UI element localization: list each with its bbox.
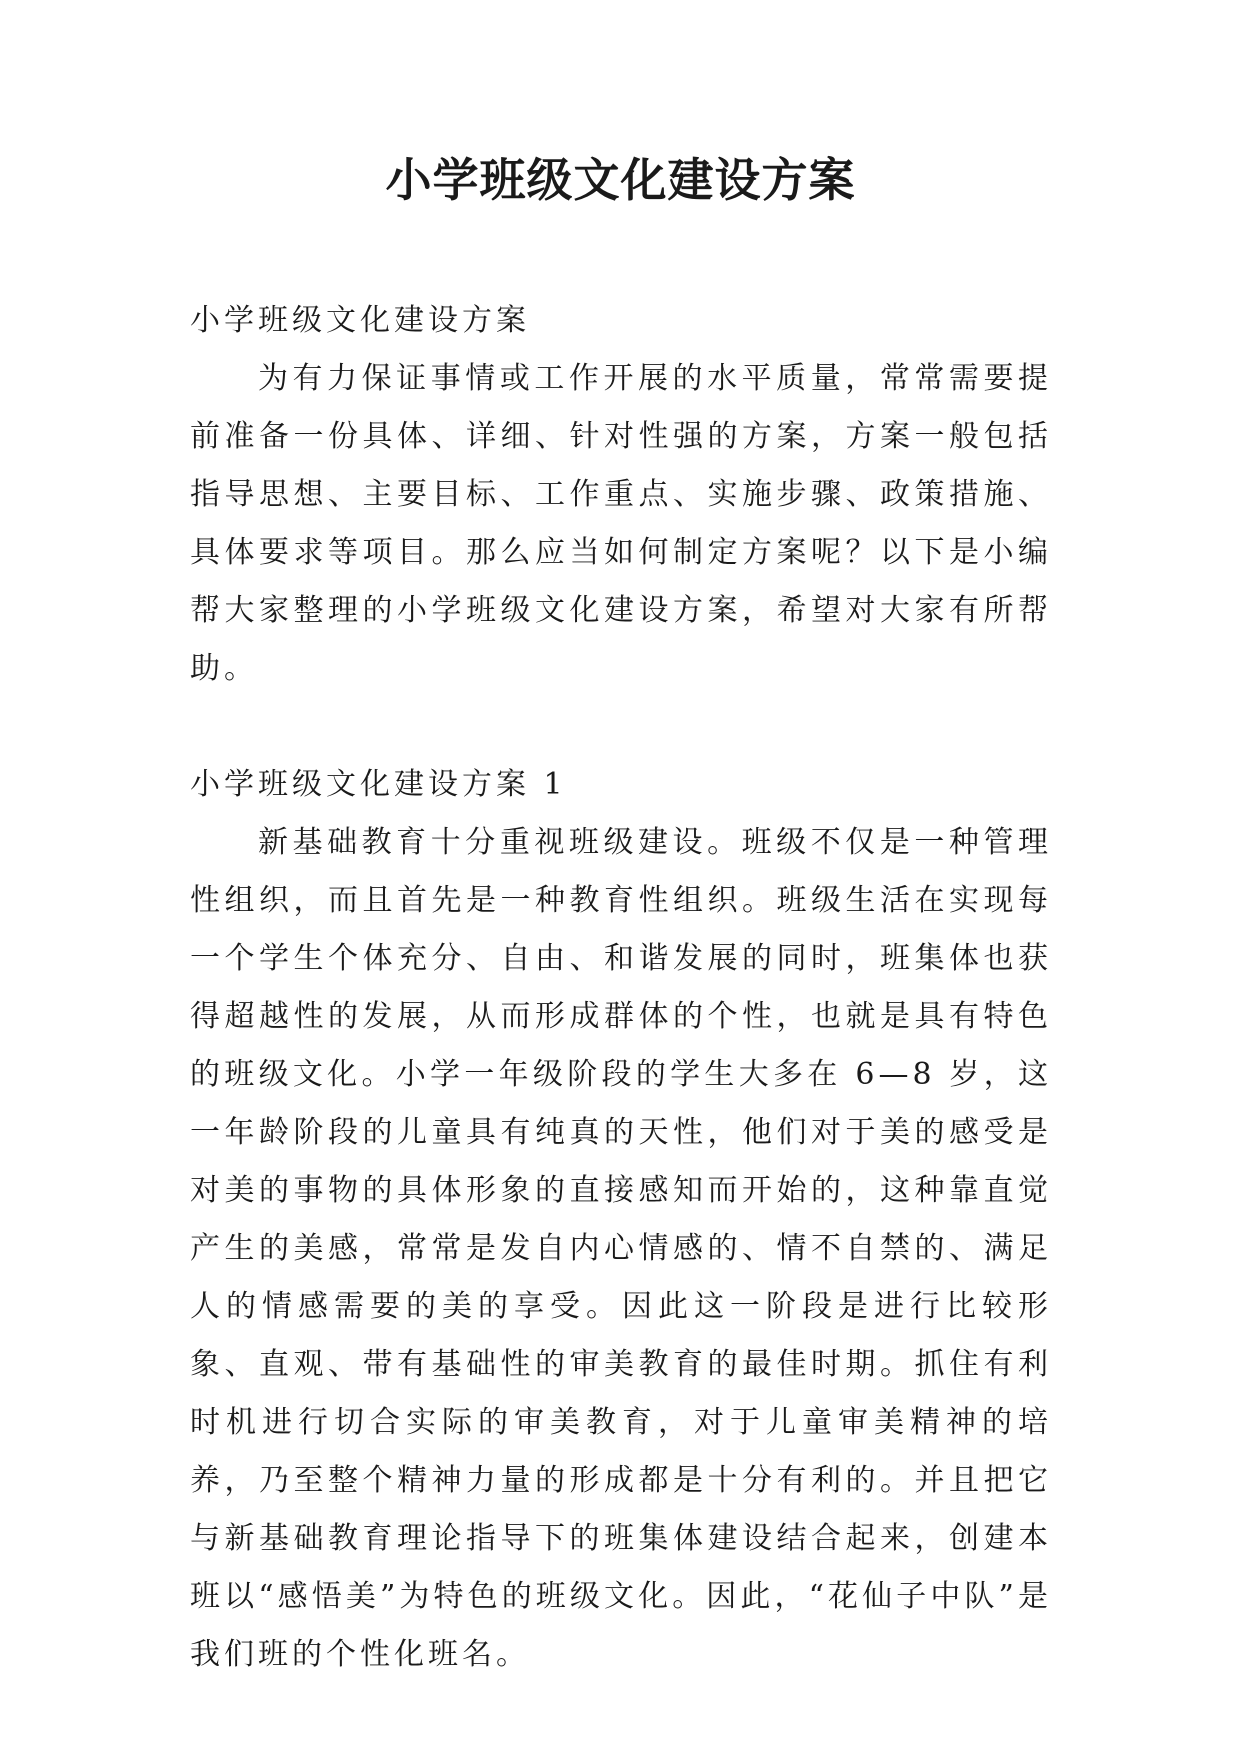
section-paragraph: 为有力保证事情或工作开展的水平质量，常常需要提前准备一份具体、详细、针对性强的方案，方案一般包括指导思想、主要目标、工作重点、实施步骤、政策措施、具体要求等项目。那么应当如何制定方案呢？以下是小编帮大家整理的小学班级文化建设方案，希望对大家有所帮助。 bbox=[190, 361, 1052, 686]
section-heading: 小学班级文化建设方案 bbox=[190, 303, 530, 338]
section-heading: 小学班级文化建设方案 1 bbox=[190, 767, 567, 802]
document-body bbox=[190, 292, 1052, 1684]
section-spacer bbox=[190, 698, 1052, 756]
document-title: 小学班级文化建设方案 bbox=[385, 153, 856, 207]
section-paragraph: 新基础教育十分重视班级建设。班级不仅是一种管理性组织，而且首先是一种教育性组织。班级生活在实现每一个学生个体充分、自由、和谐发展的同时，班集体也获得超越性的发展，从而形成群体的个性，也就是具有特色的班级文化。小学一年级阶段的学生大多在 6—8 岁，这一年龄阶段的儿童具有纯真的天性，他们对于美的感受是对美的事物的具体形象的直接感知而开始的，这种靠直觉产生的美感，常常是发自内心情感的、情不自禁的、满足人的情感需要的美的享受。因此这一阶段是进行比较形象、直观、带有基础性的审美教育的最佳时期。抓住有利时机进行切合实际的审美教育，对于儿童审美精神的培养，乃至整个精神力量的形成都是十分有利的。并且把它与新基础教育理论指导下的班集体建设结合起来，创建本班以“感悟美”为特色的班级文化。因此，“花仙子中队”是我们班的个性化班名。 bbox=[190, 825, 1052, 1672]
